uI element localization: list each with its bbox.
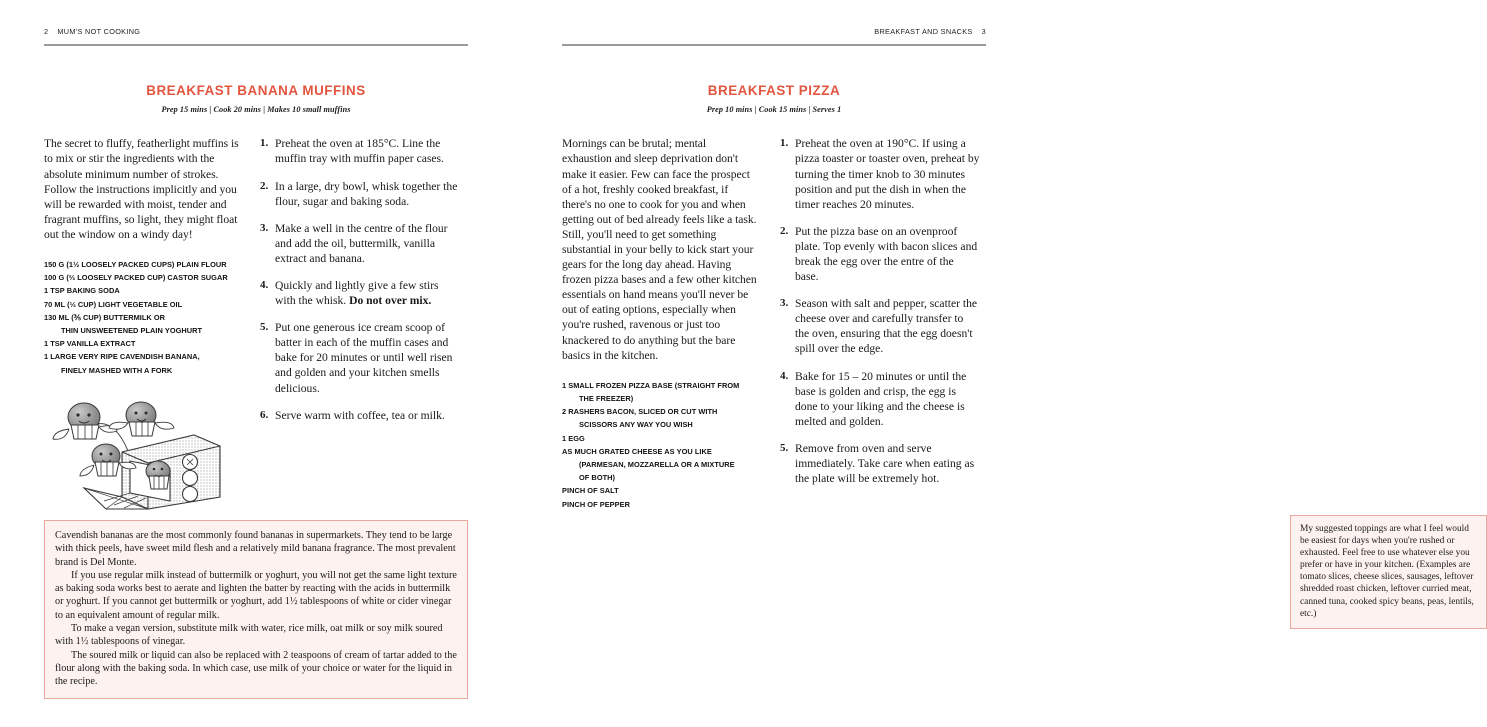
header-rule-right bbox=[562, 44, 986, 46]
header-rule-left bbox=[44, 44, 468, 46]
method-step: In a large, dry bowl, whisk together the flour, sugar and baking soda. bbox=[275, 179, 458, 208]
recipe-title-right: BREAKFAST PIZZA bbox=[707, 82, 841, 98]
page-number-right: 3 bbox=[981, 27, 986, 36]
recipe-intro-left: The secret to fluffy, featherlight muffins is to mix or stir the ingredients with the absolute minimum number of strokes. Follow the instructions implicitly and you will be rewarded with moist, tender and fragrant muffins, so light, they might float out the window on a windy day! bbox=[44, 137, 239, 241]
recipe-heading-right bbox=[562, 84, 986, 115]
ingredient-item: PINCH OF PEPPER bbox=[562, 499, 630, 509]
ingredient-item: (PARMESAN, MOZZARELLA OR A MIXTURE bbox=[579, 459, 735, 469]
ingredient-item: 150 G (1½ LOOSELY PACKED CUPS) PLAIN FLOUR bbox=[44, 259, 227, 269]
method-step: Serve warm with coffee, tea or milk. bbox=[275, 408, 445, 422]
recipe-columns-left bbox=[44, 136, 468, 513]
recipe-heading-left bbox=[44, 84, 468, 115]
note-body-left bbox=[55, 529, 457, 689]
ingredient-list-left bbox=[44, 258, 240, 377]
ingredient-item: 2 RASHERS BACON, SLICED OR CUT WITH bbox=[562, 407, 718, 417]
method-step: Quickly and lightly give a few stirs with the whisk. Do not over mix. bbox=[275, 278, 439, 308]
ingredient-item: 70 ML (⅓ CUP) LIGHT VEGETABLE OIL bbox=[44, 299, 183, 309]
method-step: Make a well in the centre of the flour and add the oil, buttermilk, vanilla extract and banana. bbox=[275, 221, 448, 265]
muffin-character bbox=[53, 403, 117, 439]
method-step: Bake for 15 – 20 minutes or until the base is golden and crisp, the egg is done to your liking and the cheese is melted and golden. bbox=[795, 369, 967, 428]
running-head-right bbox=[562, 27, 986, 39]
ingredient-item: OF BOTH) bbox=[579, 473, 616, 483]
ingredient-item: THE FREEZER) bbox=[579, 393, 634, 403]
recipe-right-column-right-page bbox=[780, 136, 980, 498]
method-step: Season with salt and pepper, scatter the cheese over and carefully transfer to the oven, ensuring that the egg doesn't spill over the edge. bbox=[795, 297, 978, 356]
muffin-oven-illustration bbox=[44, 389, 224, 509]
ingredient-item: AS MUCH GRATED CHEESE AS YOU LIKE bbox=[562, 446, 712, 456]
note-paragraph: To make a vegan version, substitute milk with water, rice milk, oat milk or soy milk soured with 1½ tablespoons of vinegar. bbox=[55, 623, 443, 648]
recipe-right-column bbox=[260, 136, 460, 434]
left-page bbox=[0, 0, 512, 727]
ingredient-list-right bbox=[562, 379, 758, 511]
ingredient-item: 1 EGG bbox=[562, 433, 585, 443]
ingredient-item: 1 LARGE VERY RIPE CAVENDISH BANANA, bbox=[44, 352, 200, 362]
method-step: Put one generous ice cream scoop of batter in each of the muffin cases and bake for 20 minutes or until well risen and golden and your kitchen smells delicious. bbox=[275, 321, 453, 395]
recipe-intro-right: Mornings can be brutal; mental exhaustion and sleep deprivation don't make it easier. Few can face the prospect of a hot, freshly cooked breakfast, if there's no one to cook for you and when getting out of bed already feels like a task. Still, you'll need to get something substantial in your belly to kick start your gears for the long day ahead. Having frozen pizza bases and a few other kitchen essentials on hand means you'll never be out of eating options, especially when you're rushed, ravenous or just too knackered to do anything but the bare basics in the kitchen. bbox=[562, 137, 757, 362]
recipe-left-column-right-page bbox=[562, 136, 758, 510]
note-box-right bbox=[1290, 515, 1487, 629]
method-list-right bbox=[780, 136, 980, 486]
ingredient-item: 1 SMALL FROZEN PIZZA BASE (STRAIGHT FROM bbox=[562, 380, 740, 390]
ingredient-item: FINELY MASHED WITH A FORK bbox=[61, 365, 173, 375]
recipe-left-column bbox=[44, 136, 240, 513]
note-paragraph: My suggested toppings are what I feel would be easiest for days when you're rushed or exhausted. Feel free to use whatever else you prefer or have in your kitchen. (Examples are tomato slices, cheese slices, sausages, leftover shredded roast chicken, leftover curried meat, canned tuna, cooked spicy beans, peas, lentils, etc.) bbox=[1300, 524, 1474, 619]
note-box-left bbox=[44, 520, 468, 699]
note-body-right bbox=[1300, 523, 1477, 620]
page-number-left: 2 bbox=[44, 27, 49, 36]
recipe-columns-right bbox=[562, 136, 986, 510]
running-head-title-right: BREAKFAST AND SNACKS bbox=[874, 27, 973, 36]
method-step: Put the pizza base on an ovenproof plate. Top evenly with bacon slices and break the egg over the entre of the base. bbox=[795, 224, 978, 284]
ingredient-item: PINCH OF SALT bbox=[562, 486, 619, 496]
note-paragraph: The soured milk or liquid can also be replaced with 2 teaspoons of cream of tartar added to the flour along with the baking soda. In which case, use milk of your choice or water for the liquid in the recipe. bbox=[55, 649, 457, 688]
note-paragraph: Cavendish bananas are the most commonly found bananas in supermarkets. They tend to be large with thick peels, have sweet mild flesh and a relatively mild banana fragrance. The most prevalent brand is Del Monte. bbox=[55, 530, 456, 568]
recipe-meta-left: Prep 15 mins | Cook 20 mins | Makes 10 small muffins bbox=[161, 105, 351, 115]
running-head-left bbox=[44, 27, 468, 39]
method-list-left bbox=[260, 136, 460, 422]
method-step-emphasis: Do not over mix. bbox=[349, 294, 432, 308]
ingredient-item: 1 TSP VANILLA EXTRACT bbox=[44, 339, 136, 349]
ingredient-item: THIN UNSWEETENED PLAIN YOGHURT bbox=[61, 326, 203, 335]
method-step: Preheat the oven at 185°C. Line the muffin tray with muffin paper cases. bbox=[275, 137, 444, 166]
muffin-character bbox=[109, 402, 174, 436]
ingredient-item: SCISSORS ANY WAY YOU WISH bbox=[579, 420, 693, 430]
running-head-title-left: MUM'S NOT COOKING bbox=[57, 27, 141, 36]
ingredient-item: 1 TSP BAKING SODA bbox=[44, 286, 120, 296]
right-page bbox=[512, 0, 1474, 727]
method-step: Preheat the oven at 190°C. If using a pizza toaster or toaster oven, preheat by turning the timer knob to 30 minutes position and put the dish in when the timer reaches 20 minutes. bbox=[795, 137, 980, 211]
recipe-meta-right: Prep 10 mins | Cook 15 mins | Serves 1 bbox=[706, 105, 842, 115]
ingredient-item: 130 ML (⅗ CUP) BUTTERMILK OR bbox=[44, 312, 166, 322]
method-step: Remove from oven and serve immediately. Take care when eating as the plate will be extremely hot. bbox=[795, 441, 975, 486]
recipe-title-left: BREAKFAST BANANA MUFFINS bbox=[146, 82, 366, 98]
ingredient-item: 100 G (⅔ LOOSELY PACKED CUP) CASTOR SUGAR bbox=[44, 273, 228, 283]
note-paragraph: If you use regular milk instead of buttermilk or yoghurt, you will not get the same light texture as baking soda works best to aerate and lighten the batter by reacting with the acids in buttermilk or yoghurt. If you cannot get buttermilk or yoghurt, add 1½ tablespoons of white or cider vinegar to an equivalent amount of regular milk. bbox=[55, 569, 457, 621]
